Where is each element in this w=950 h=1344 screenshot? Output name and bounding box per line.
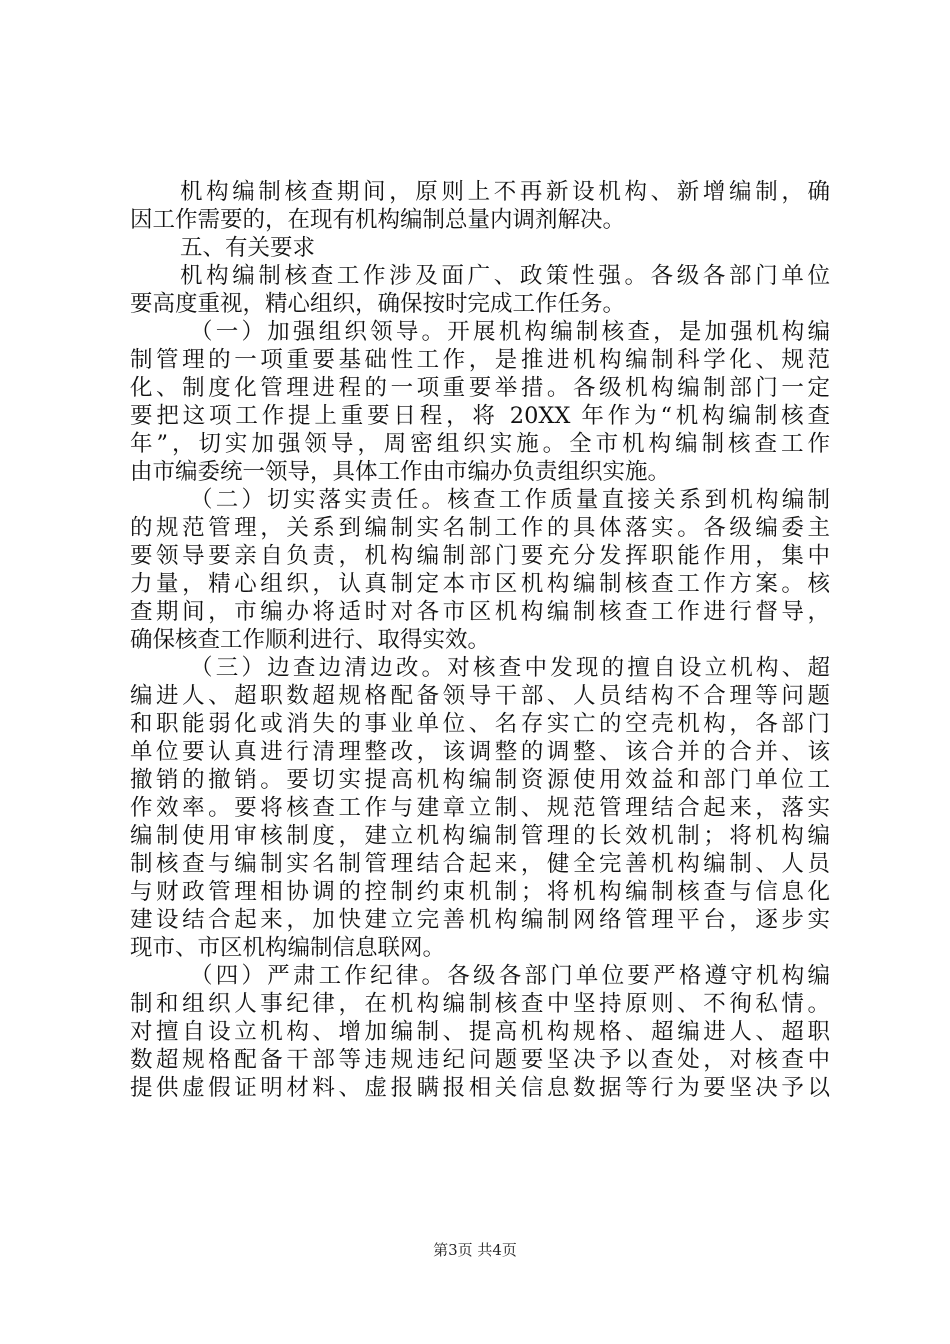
text-line: 与财政管理相协调的控制约束机制；将机构编制核查与信息化 (130, 879, 830, 905)
text-line: 撤销的撤销。要切实提高机构编制资源使用效益和部门单位工 (130, 767, 830, 793)
page-footer: 第3页 共4页 (433, 1241, 517, 1259)
text-line: （四）严肃工作纪律。各级各部门单位要严格遵守机构编 (190, 963, 830, 989)
text-line: 力量，精心组织，认真制定本市区机构编制核查工作方案。核 (130, 571, 830, 597)
text-line: （一）加强组织领导。开展机构编制核查，是加强机构编 (190, 319, 830, 345)
body-text (130, 178, 830, 1102)
text-line: 制管理的一项重要基础性工作，是推进机构编制科学化、规范 (130, 347, 830, 373)
text-line: 化、制度化管理进程的一项重要举措。各级机构编制部门一定 (130, 375, 830, 401)
text-line: 要领导要亲自负责，机构编制部门要充分发挥职能作用，集中 (130, 543, 830, 569)
text-line: 现市、市区机构编制信息联网。 (130, 935, 446, 961)
text-line: 和职能弱化或消失的事业单位、名存实亡的空壳机构，各部门 (130, 711, 830, 737)
text-line: 年”，切实加强领导，周密组织实施。全市机构编制核查工作 (130, 431, 830, 457)
text-line: 的规范管理，关系到编制实名制工作的具体落实。各级编委主 (130, 515, 830, 541)
text-line: 作效率。要将核查工作与建章立制、规范管理结合起来，落实 (130, 795, 830, 821)
text-line: 查期间，市编办将适时对各市区机构编制核查工作进行督导， (130, 599, 830, 625)
text-line: （三）边查边清边改。对核查中发现的擅自设立机构、超 (190, 655, 830, 681)
text-line: 制和组织人事纪律，在机构编制核查中坚持原则、不徇私情。 (130, 991, 830, 1017)
text-line: 提供虚假证明材料、虚报瞒报相关信息数据等行为要坚决予以 (130, 1075, 830, 1101)
text-line: （二）切实落实责任。核查工作质量直接关系到机构编制 (190, 487, 830, 513)
text-line: 因工作需要的，在现有机构编制总量内调剂解决。 (130, 207, 626, 233)
text-line: 机构编制核查工作涉及面广、政策性强。各级各部门单位 (180, 263, 830, 289)
text-line: 对擅自设立机构、增加编制、提高机构规格、超编进人、超职 (130, 1019, 830, 1045)
text-line: 五、有关要求 (180, 235, 316, 261)
text-line: 编制使用审核制度，建立机构编制管理的长效机制；将机构编 (130, 823, 830, 849)
text-line: 制核查与编制实名制管理结合起来，健全完善机构编制、人员 (130, 851, 830, 877)
text-line: 要把这项工作提上重要日程，将 20XX 年作为“机构编制核查 (130, 403, 830, 429)
text-line: 要高度重视，精心组织，确保按时完成工作任务。 (130, 291, 626, 317)
text-line: 数超规格配备干部等违规违纪问题要坚决予以查处，对核查中 (130, 1047, 830, 1073)
text-line: 编进人、超职数超规格配备领导干部、人员结构不合理等问题 (130, 683, 830, 709)
text-line: 确保核查工作顺利进行、取得实效。 (130, 627, 491, 653)
text-line: 建设结合起来，加快建立完善机构编制网络管理平台，逐步实 (130, 907, 830, 933)
text-line: 机构编制核查期间，原则上不再新设机构、新增编制，确 (180, 179, 830, 205)
text-line: 单位要认真进行清理整改，该调整的调整、该合并的合并、该 (130, 739, 830, 765)
text-line: 由市编委统一领导，具体工作由市编办负责组织实施。 (130, 459, 671, 485)
